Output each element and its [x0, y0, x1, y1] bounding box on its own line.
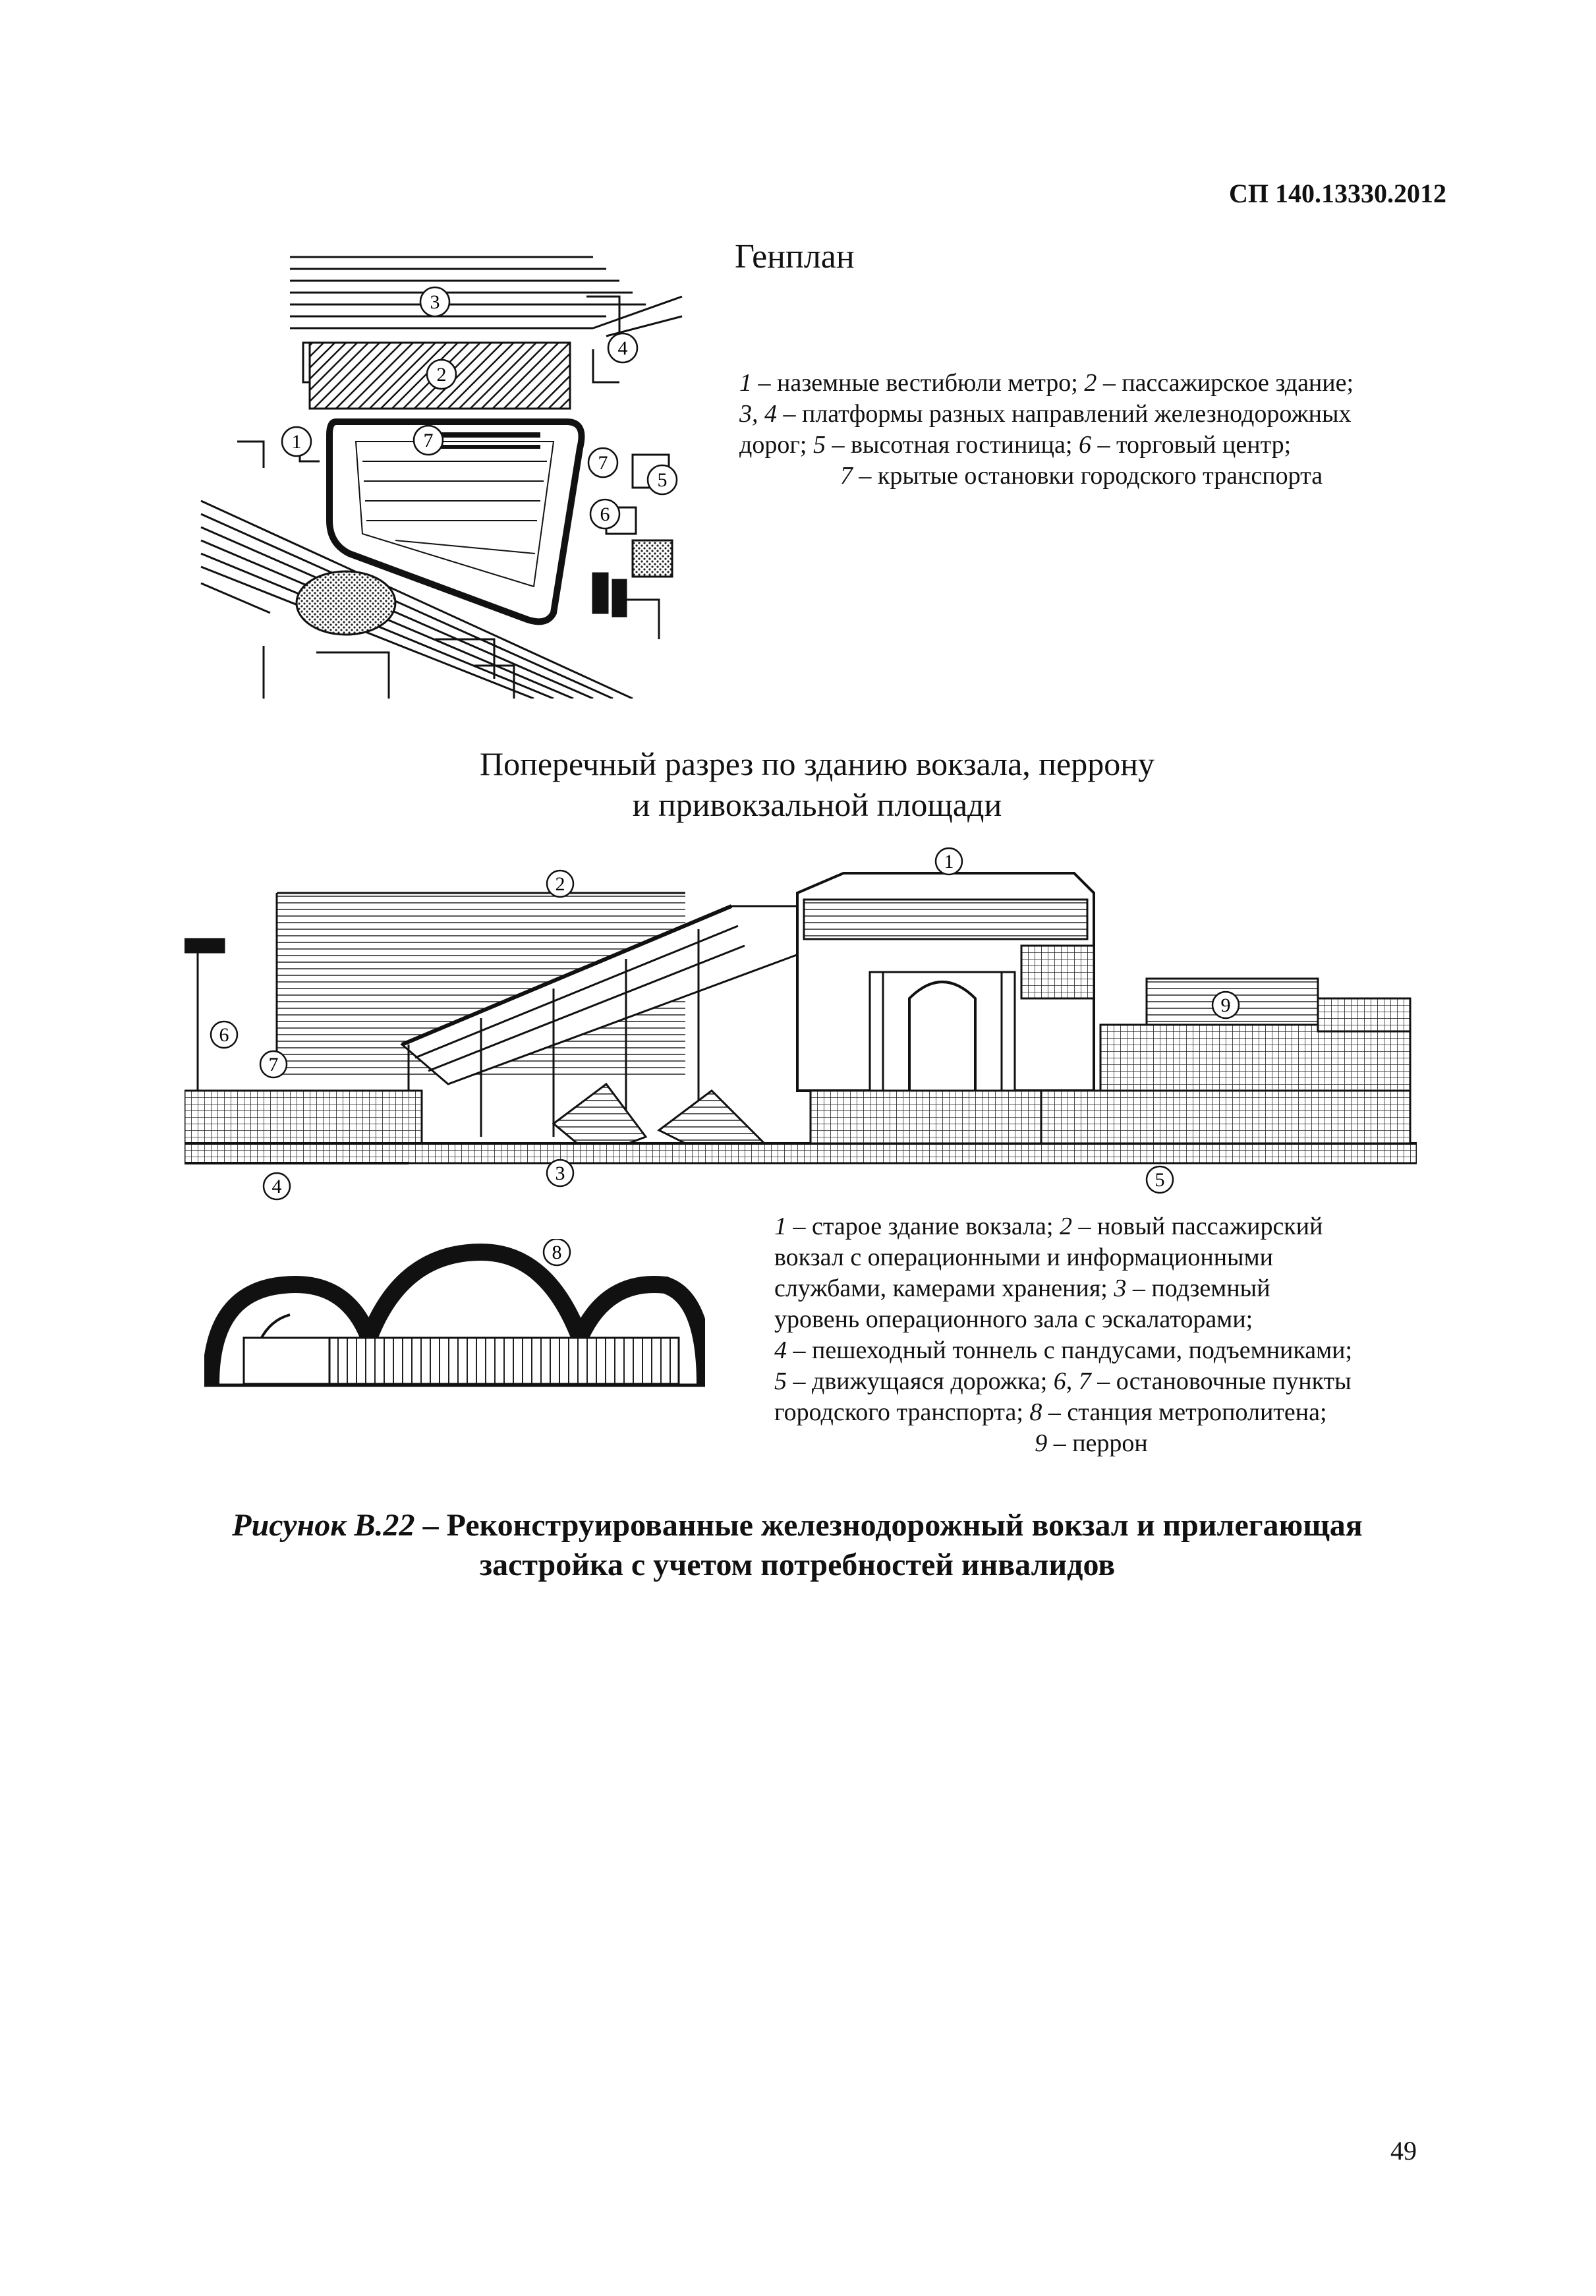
- section-legend-line-7: городского транспорта; 8 – станция метрополитена;: [774, 1398, 1327, 1426]
- section-heading-line-1: Поперечный разрез по зданию вокзала, перрону: [480, 745, 1154, 782]
- plan-legend-line-1: 1 – наземные вестибюли метро; 2 – пассажирское здание;: [739, 369, 1354, 397]
- section-legend-line-5: 4 – пешеходный тоннель с пандусами, подъемниками;: [774, 1336, 1353, 1364]
- page-number: 49: [1390, 2136, 1417, 2166]
- plan-marker-1: 1: [291, 431, 302, 453]
- section-marker-6: 6: [219, 1024, 229, 1046]
- section-marker-7: 7: [268, 1054, 279, 1076]
- plan-marker-2: 2: [436, 364, 447, 386]
- plan-marker-7b: 7: [598, 452, 608, 474]
- caption-line-2: застройка с учетом потребностей инвалидов: [479, 1547, 1116, 1582]
- section-legend-line-1: 1 – старое здание вокзала; 2 – новый пассажирский: [774, 1213, 1323, 1240]
- section-heading: [369, 743, 1265, 825]
- caption-line-1: Рисунок В.22 – Реконструированные железнодорожный вокзал и прилегающая: [232, 1508, 1363, 1543]
- metro-station-drawing: [204, 1239, 705, 1397]
- section-marker-4: 4: [271, 1176, 282, 1197]
- section-marker-1: 1: [944, 851, 954, 873]
- plan-marker-5: 5: [657, 469, 668, 491]
- section-marker-8: 8: [552, 1242, 562, 1263]
- plan-marker-7a: 7: [423, 430, 434, 451]
- plan-marker-6: 6: [600, 503, 610, 525]
- plan-marker-4: 4: [617, 337, 628, 359]
- plan-legend: [739, 368, 1423, 492]
- section-marker-2: 2: [555, 873, 565, 895]
- plan-marker-3: 3: [430, 291, 440, 313]
- caption-label: Рисунок В.22: [232, 1508, 415, 1543]
- section-legend-line-8: 9 – перрон: [1035, 1429, 1148, 1457]
- section-heading-line-2: и привокзальной площади: [632, 786, 1002, 823]
- section-marker-5: 5: [1154, 1169, 1165, 1191]
- section-marker-3: 3: [555, 1162, 565, 1184]
- document-code: СП 140.13330.2012: [1229, 179, 1446, 208]
- site-plan-drawing: [198, 244, 685, 699]
- section-marker-9: 9: [1220, 994, 1231, 1016]
- plan-legend-line-3: дорог; 5 – высотная гостиница; 6 – торговый центр;: [739, 431, 1292, 459]
- figure-caption: [171, 1506, 1423, 1585]
- plan-heading: Генплан: [735, 238, 855, 275]
- plan-legend-line-4: 7 – крытые остановки городского транспорта: [840, 462, 1323, 490]
- section-legend-line-6: 5 – движущаяся дорожка; 6, 7 – остановочные пункты: [774, 1367, 1352, 1395]
- plan-legend-line-2: 3, 4 – платформы разных направлений железнодорожных: [739, 400, 1352, 428]
- cross-section-drawing: [185, 847, 1417, 1203]
- section-legend-line-3: службами, камерами хранения; 3 – подземный: [774, 1275, 1270, 1302]
- section-legend-line-4: уровень операционного зала с эскалаторами;: [774, 1306, 1253, 1333]
- section-legend: [774, 1211, 1408, 1459]
- section-legend-line-2: вокзал с операционными и информационными: [774, 1244, 1273, 1271]
